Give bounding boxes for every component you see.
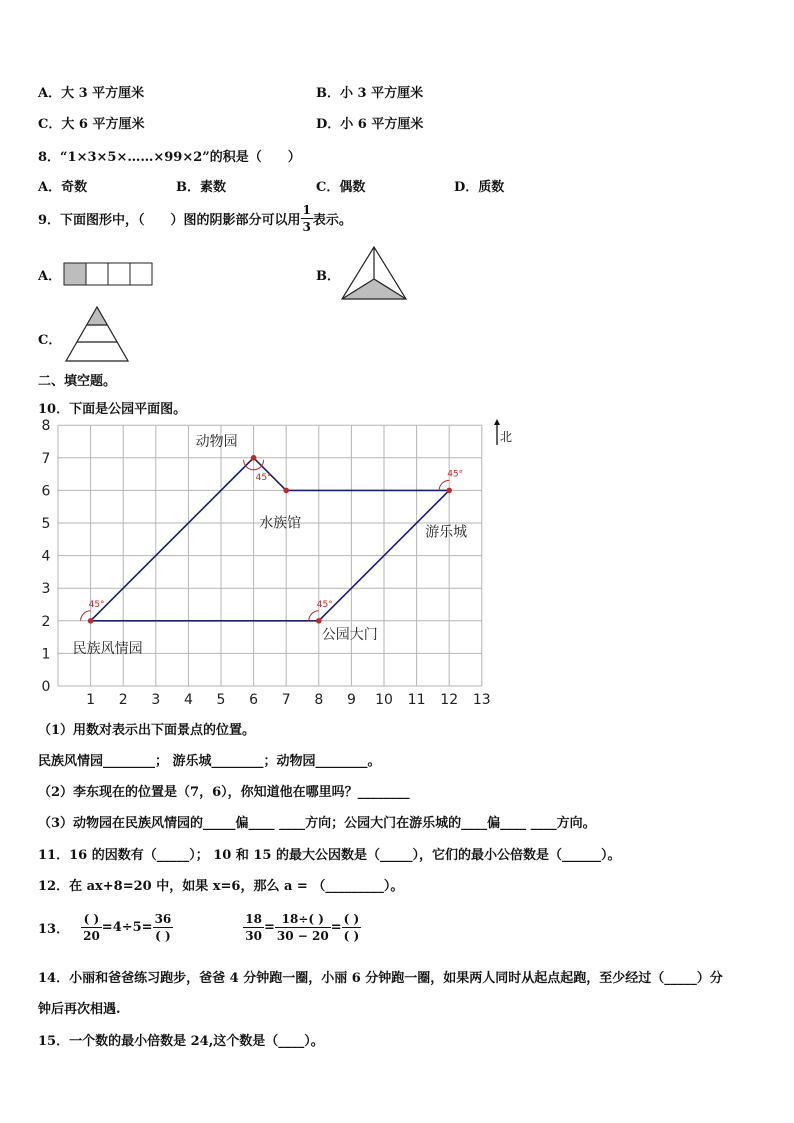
q13-mid: =4÷5= <box>101 919 153 935</box>
q7-option-c: C．大 6 平方厘米 <box>38 117 145 132</box>
q9-stem-after: 表示。 <box>312 213 352 228</box>
q9-label-c: C． <box>38 333 62 348</box>
point-marker <box>251 455 257 461</box>
point-marker <box>283 488 289 494</box>
q13-eq2: = <box>330 919 342 935</box>
park-map-chart <box>28 415 528 710</box>
q9-label-b: B． <box>316 269 340 284</box>
section-title: 二、填空题。 <box>38 374 117 389</box>
q13-f4-num: 18÷( ) <box>281 911 324 926</box>
q9-stem-before: 9．下面图形中，（ ）图的阴影部分可以用 <box>38 213 301 228</box>
map-ticks <box>42 418 491 708</box>
q14-line1: 14．小丽和爸爸练习跑步，爸爸 4 分钟跑一圈，小丽 6 分钟跑一圈，如果两人同时从起点起跑，至少经过（_____）分 <box>38 971 723 986</box>
q13-f3-num: 18 <box>245 911 262 926</box>
angle-label: 45° <box>255 472 272 483</box>
q13-f2-den: ( ) <box>155 928 171 943</box>
q9-fraction <box>301 204 313 233</box>
point-label: 水族馆 <box>259 515 302 532</box>
x-tick-label: 8 <box>314 692 324 708</box>
q10-stem: 10．下面是公园平面图。 <box>38 402 187 417</box>
y-tick-label: 6 <box>41 483 51 500</box>
x-tick-label: 5 <box>216 692 226 708</box>
q10-sub3: （3）动物园在民族风情园的_____偏____ ____方向；公园大门在游乐城的____偏____ ____方向。 <box>38 816 596 831</box>
point-marker <box>446 488 452 494</box>
x-tick-label: 1 <box>86 692 96 708</box>
x-tick-label: 6 <box>249 692 259 708</box>
point-label: 公园大门 <box>321 626 378 643</box>
q13-fraction-4 <box>275 913 331 942</box>
y-tick-label: 8 <box>41 418 51 435</box>
q13-label: 13． <box>38 921 70 937</box>
q8-option-c: C．偶数 <box>316 180 366 195</box>
q9-label-a: A． <box>38 269 62 284</box>
q8-option-b: B．素数 <box>176 180 226 195</box>
q10-sub2: （2）李东现在的位置是（7，6），你知道他在哪里吗？________ <box>38 785 410 800</box>
point-label: 动物园 <box>195 433 238 450</box>
q13-f5-den: ( ) <box>343 928 360 943</box>
q9-frac-num: 1 <box>302 203 311 217</box>
q13 <box>38 906 361 948</box>
q13-f2-num: 36 <box>154 911 172 926</box>
q13-fraction-5 <box>342 913 362 942</box>
angle-label: 45° <box>316 599 333 610</box>
q7-option-a: A．大 3 平方厘米 <box>38 86 145 101</box>
q7-option-d: D．小 6 平方厘米 <box>316 117 424 132</box>
x-tick-label: 10 <box>375 692 393 708</box>
x-tick-label: 9 <box>346 692 356 708</box>
q8-option-a: A．奇数 <box>38 180 88 195</box>
q13-f5-num: ( ) <box>343 911 360 926</box>
q13-fraction-1 <box>81 913 102 942</box>
q14-line2: 钟后再次相遇. <box>38 1002 121 1017</box>
north-label: 北 <box>500 430 513 444</box>
point-marker <box>88 618 94 624</box>
x-tick-label: 12 <box>440 692 459 708</box>
y-tick-label: 5 <box>41 516 51 532</box>
x-tick-label: 7 <box>281 692 291 708</box>
q10-sub1: （1）用数对表示出下面景点的位置。 <box>38 723 256 738</box>
q11: 11．16 的因数有（_____）； 10 和 15 的最大公因数是（_____），它们的最小公倍数是（______）。 <box>38 848 621 863</box>
q13-f4-den: 30 − 20 <box>276 928 329 943</box>
y-tick-label: 4 <box>41 548 51 565</box>
x-tick-label: 3 <box>151 692 161 708</box>
point-label: 游乐城 <box>425 524 468 541</box>
angle-label: 45° <box>88 599 105 610</box>
q7-option-b: B．小 3 平方厘米 <box>316 86 424 101</box>
y-tick-label: 7 <box>41 450 51 467</box>
x-tick-label: 4 <box>183 692 193 708</box>
point-label: 民族风情园 <box>72 640 143 657</box>
angle-label: 45° <box>447 469 464 480</box>
q13-f1-num: ( ) <box>83 911 100 926</box>
q9-figure-b <box>338 245 410 301</box>
x-tick-label: 13 <box>472 692 491 708</box>
map-labels <box>73 433 468 657</box>
q9-figure-c <box>64 305 130 363</box>
q9-frac-den: 3 <box>302 220 311 234</box>
x-tick-label: 2 <box>118 692 128 708</box>
point-marker <box>316 618 322 624</box>
y-tick-label: 1 <box>41 646 51 663</box>
q10-sub1-blanks: 民族风情园________； 游乐城________；动物园________。 <box>38 754 381 769</box>
q13-f3-den: 30 <box>245 928 262 943</box>
q13-f1-den: 20 <box>83 928 100 943</box>
q12: 12．在 ax+8=20 中，如果 x=6，那么 a = （_________）。 <box>38 879 404 894</box>
q9-stem <box>38 204 352 233</box>
y-tick-label: 3 <box>41 581 51 598</box>
y-tick-label: 0 <box>41 679 51 695</box>
q8-option-d: D．质数 <box>454 180 505 195</box>
y-tick-label: 2 <box>41 613 51 630</box>
q9-figure-a <box>63 262 155 286</box>
q13-fraction-3 <box>243 913 264 942</box>
x-tick-label: 11 <box>407 692 426 708</box>
q8-stem: 8．“1×3×5×……×99×2”的积是（ ） <box>38 150 301 165</box>
q15: 15．一个数的最小倍数是 24,这个数是（____）。 <box>38 1034 324 1049</box>
q13-fraction-2 <box>153 913 174 942</box>
q13-eq1: = <box>263 919 275 935</box>
